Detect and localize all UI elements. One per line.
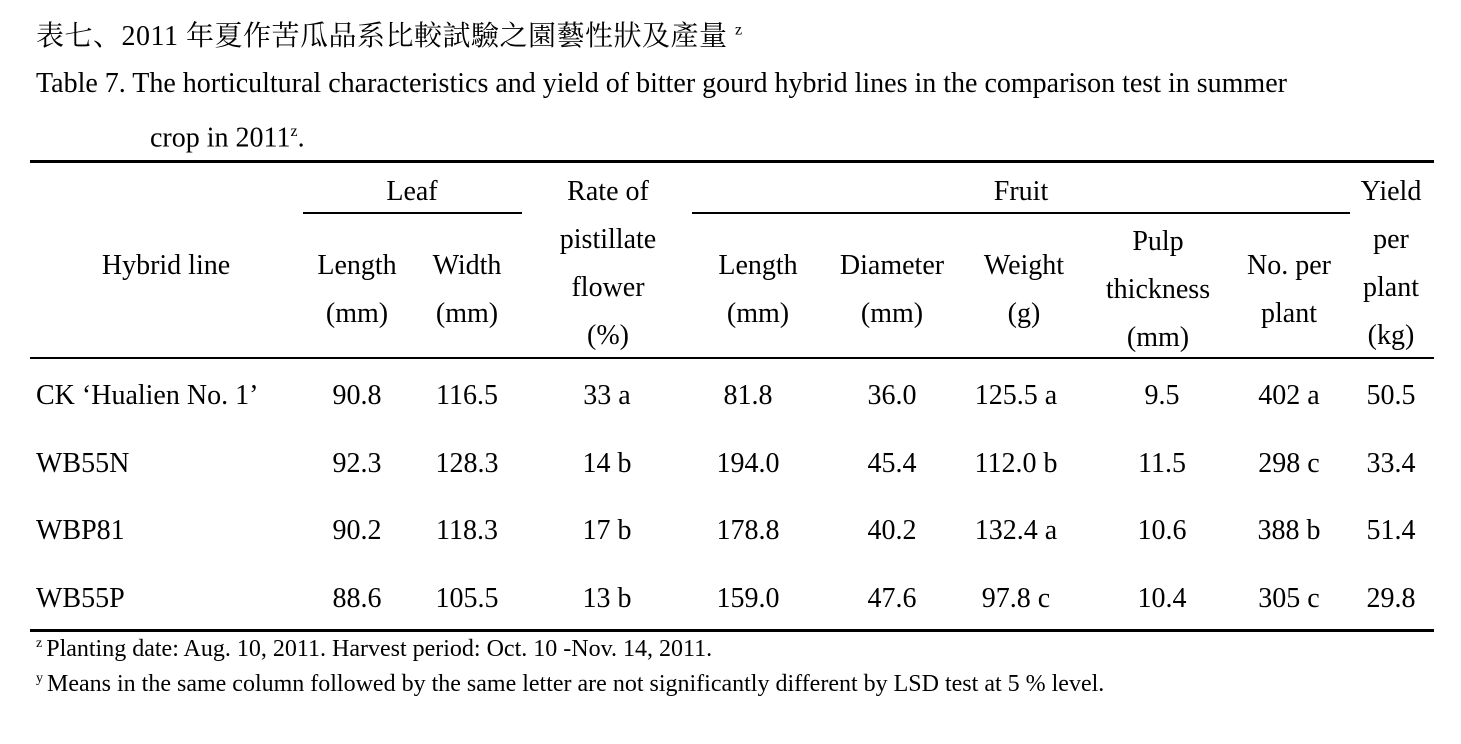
header-yield-line2: per: [1373, 224, 1409, 255]
cell-leaf-length: 90.2: [332, 515, 382, 546]
header-rate-line3: flower: [571, 272, 645, 303]
cell-fruit-count: 388 b: [1257, 515, 1321, 546]
cell-fruit-diameter: 45.4: [867, 448, 917, 479]
header-fruit-weight-line2: (g): [1007, 298, 1041, 329]
cell-fruit-length: 81.8: [723, 380, 773, 411]
header-yield-line3: plant: [1363, 272, 1419, 303]
cell-fruit-length: 194.0: [716, 448, 780, 479]
cell-fruit-count: 305 c: [1258, 583, 1320, 614]
header-fruit: Fruit: [993, 176, 1049, 207]
cell-fruit-length: 159.0: [716, 583, 780, 614]
cell-leaf-length: 90.8: [332, 380, 382, 411]
cell-pistillate-rate: 13 b: [582, 583, 632, 614]
cell-leaf-width: 116.5: [436, 380, 498, 411]
table-top-rule: [30, 160, 1434, 163]
table-title-chinese: 表七、2011 年夏作苦瓜品系比較試驗之園藝性狀及產量 $^z$: [36, 21, 743, 52]
header-leaf: Leaf: [386, 176, 438, 207]
cell-pistillate-rate: 33 a: [583, 380, 631, 411]
cell-pistillate-rate: 17 b: [582, 515, 632, 546]
header-hybrid-line: Hybrid line: [101, 250, 231, 281]
cell-yield: 51.4: [1366, 515, 1416, 546]
cell-pistillate-rate: 14 b: [582, 448, 632, 479]
header-leaf-width-line2: (mm): [435, 298, 499, 329]
cell-pulp-thickness: 9.5: [1144, 380, 1180, 411]
header-leaf-length-line1: Length: [317, 250, 397, 281]
cell-yield: 50.5: [1366, 380, 1416, 411]
header-no-per-plant-line1: No. per: [1247, 250, 1331, 281]
header-bottom-rule: [30, 357, 1434, 359]
header-pulp-line2: thickness: [1105, 274, 1211, 305]
cell-fruit-weight: 97.8 c: [981, 583, 1051, 614]
header-pulp-line3: (mm): [1126, 322, 1190, 353]
cell-hybrid-line: WB55P: [36, 583, 125, 614]
header-no-per-plant-line2: plant: [1261, 298, 1317, 329]
cell-fruit-length: 178.8: [716, 515, 780, 546]
cell-fruit-diameter: 47.6: [867, 583, 917, 614]
cell-pulp-thickness: 10.4: [1137, 583, 1187, 614]
cell-fruit-weight: 112.0 b: [974, 448, 1058, 479]
header-leaf-length-line2: (mm): [325, 298, 389, 329]
table-title-english: Table 7. The horticultural characteristics and yield of bitter gourd hybrid lines in the comparison test in summer crop in 2011$^z$.: [36, 68, 1287, 154]
header-fruit-diameter-line2: (mm): [860, 298, 924, 329]
cell-leaf-width: 118.3: [436, 515, 498, 546]
header-leaf-width-line1: Width: [432, 250, 502, 281]
header-yield-line1: Yield: [1360, 176, 1422, 207]
leaf-span-line: [303, 212, 522, 214]
cell-leaf-width: 128.3: [435, 448, 499, 479]
cell-leaf-length: 88.6: [332, 583, 382, 614]
cell-pulp-thickness: 10.6: [1137, 515, 1187, 546]
header-fruit-length-line1: Length: [718, 250, 798, 281]
cell-fruit-diameter: 36.0: [867, 380, 917, 411]
cell-yield: 33.4: [1366, 448, 1416, 479]
header-rate-line4: (%): [587, 320, 629, 351]
cell-hybrid-line: CK ‘Hualien No. 1’: [36, 380, 259, 411]
footnote-z: $^z$ Planting date: Aug. 10, 2011. Harvest period: Oct. 10 -Nov. 14, 2011.: [36, 636, 713, 662]
cell-fruit-count: 402 a: [1258, 380, 1320, 411]
cell-fruit-count: 298 c: [1258, 448, 1320, 479]
header-rate-line1: Rate of: [567, 176, 649, 207]
table-bottom-rule: [30, 629, 1434, 632]
cell-yield: 29.8: [1366, 583, 1416, 614]
cell-fruit-weight: 125.5 a: [974, 380, 1058, 411]
cell-leaf-length: 92.3: [332, 448, 382, 479]
cell-leaf-width: 105.5: [435, 583, 499, 614]
header-fruit-diameter-line1: Diameter: [839, 250, 945, 281]
cell-pulp-thickness: 11.5: [1138, 448, 1186, 479]
header-rate-line2: pistillate: [559, 224, 657, 255]
cell-hybrid-line: WBP81: [36, 515, 125, 546]
header-pulp-line1: Pulp: [1132, 226, 1184, 257]
footnote-y: $^y$ Means in the same column followed by the same letter are not significantly different by LSD test at 5 % level.: [36, 671, 1105, 697]
cell-hybrid-line: WB55N: [36, 448, 130, 479]
header-yield-line4: (kg): [1367, 320, 1415, 351]
cell-fruit-diameter: 40.2: [867, 515, 917, 546]
header-fruit-length-line2: (mm): [726, 298, 790, 329]
header-fruit-weight-line1: Weight: [983, 250, 1065, 281]
fruit-span-line: [692, 212, 1350, 214]
cell-fruit-weight: 132.4 a: [974, 515, 1058, 546]
